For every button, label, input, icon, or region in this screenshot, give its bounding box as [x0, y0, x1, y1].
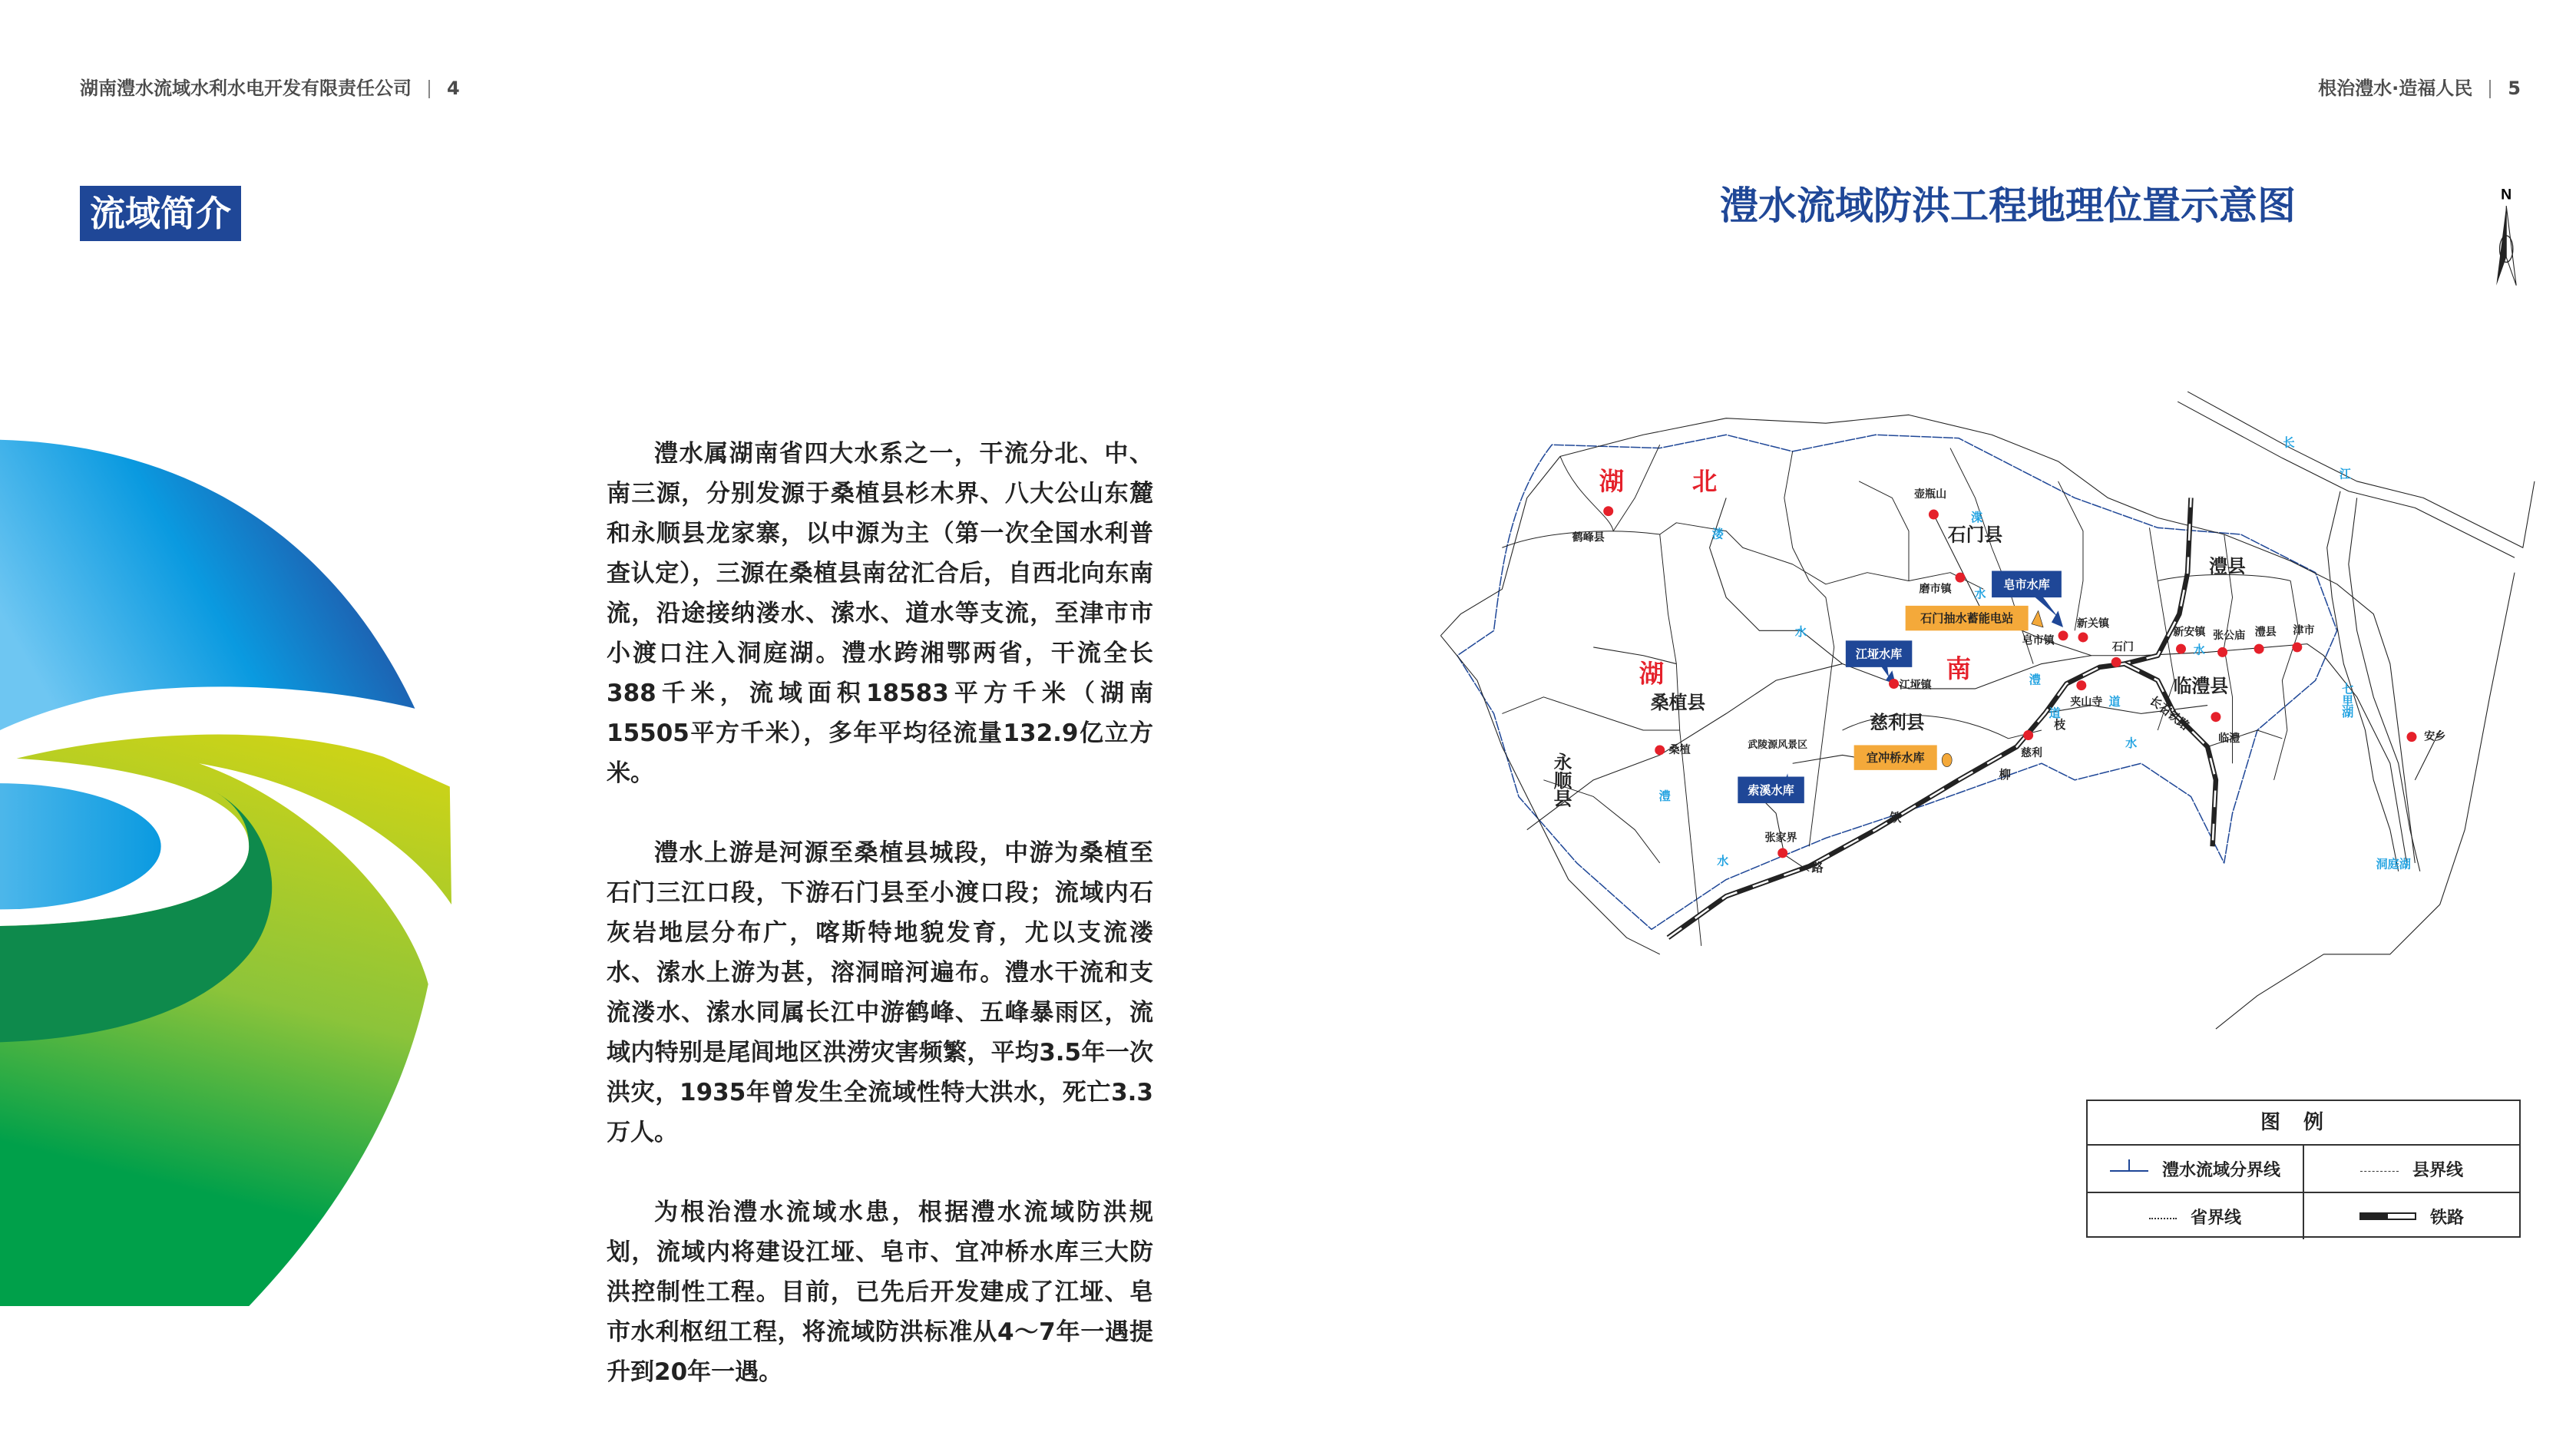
- water-label: 渫: [1971, 510, 1983, 524]
- town-marker-icon: [2076, 680, 2086, 690]
- town-label: 慈利: [2020, 747, 2043, 760]
- town-label: 壶瓶山: [1914, 488, 1947, 501]
- province-label: 北: [1691, 466, 1718, 496]
- water-label: 水: [1974, 587, 1986, 601]
- town-marker-icon: [2407, 732, 2417, 742]
- water-label: 澧: [2029, 673, 2041, 687]
- legend-title: 图例: [2088, 1101, 2519, 1146]
- water-label: 澧: [1658, 789, 1671, 803]
- county-label: 石门县: [1947, 524, 2003, 546]
- water-label: 水: [1794, 624, 1807, 639]
- logo-eye: [0, 783, 161, 909]
- railway-label: 长石铁路: [2147, 693, 2193, 733]
- town-marker-icon: [1603, 506, 1613, 516]
- legend-item-county-line: [2303, 1146, 2519, 1192]
- water-label: 溇: [1711, 527, 1724, 541]
- legend-item-basin-boundary: [2088, 1146, 2303, 1192]
- page-number-right: 5: [2508, 78, 2521, 99]
- slogan: 根治澧水·造福人民: [2318, 78, 2473, 99]
- water-label: 江: [2339, 467, 2352, 481]
- legend-label: 省界线: [2190, 1208, 2241, 1228]
- water-label: 洞庭湖: [2376, 857, 2411, 871]
- water-label: 道: [2049, 706, 2061, 720]
- town-marker-icon: [2023, 730, 2033, 740]
- north-arrow-icon: [2496, 186, 2516, 285]
- town-label: 夹山寺: [2070, 696, 2103, 709]
- legend-item-railway: [2303, 1193, 2519, 1239]
- town-label: 澧县: [2254, 626, 2277, 639]
- railway-icon: [2359, 1212, 2416, 1220]
- town-marker-icon: [1777, 848, 1787, 858]
- province-line-icon: [2149, 1213, 2177, 1219]
- railway-label: 枝: [2054, 718, 2066, 733]
- paragraph: 澧水上游是河源至桑植县城段，中游为桑植至石门三江口段，下游石门县至小渡口段；流域内石灰岩地层分布广，喀斯特地貌发育，尤以支流溇水、溹水上游为甚，溶洞暗河遍布。澧水干流和支流溇水、溹水同属长江中游鹤峰、五峰暴雨区，流域内特别是尾闾地区洪涝灾害频繁，平均3.5年一次洪灾，1935年曾发生全流域性特大洪水，死亡3.3万人。: [607, 839, 1153, 1146]
- town-label: 新安镇: [2173, 626, 2206, 639]
- town-marker-icon: [1929, 510, 1939, 520]
- railway-label: 路: [1811, 860, 1824, 875]
- town-marker-icon: [2217, 647, 2227, 657]
- town-label: 张公庙: [2213, 629, 2246, 642]
- logo-graphic: [0, 440, 451, 1306]
- water-label: 道: [2108, 694, 2121, 709]
- yangtze-river: [2178, 392, 2535, 1029]
- water-label: 水: [2193, 643, 2205, 657]
- map-legend: [2086, 1100, 2521, 1238]
- header-right: [2318, 73, 2521, 100]
- logo-blue-arc: [0, 440, 415, 730]
- legend-item-province-line: [2088, 1193, 2303, 1239]
- reservoir-label: 江垭水库: [1855, 647, 1903, 662]
- town-label: 石门: [2111, 640, 2134, 653]
- town-marker-icon: [1956, 573, 1966, 583]
- town-marker-icon: [2176, 644, 2186, 654]
- county-label: 桑植县: [1650, 691, 1706, 713]
- legend-label: 县界线: [2412, 1160, 2463, 1180]
- town-marker-icon: [2292, 642, 2302, 652]
- town-label: 磨市镇: [1919, 583, 1952, 596]
- map-labels: [1551, 436, 2446, 875]
- legend-label: 铁路: [2429, 1208, 2464, 1228]
- county-label: 澧县: [2209, 555, 2246, 577]
- town-marker-icon: [2111, 657, 2121, 667]
- town-label: 安乡: [2424, 730, 2446, 743]
- province-label: 湖: [1639, 659, 1665, 689]
- section-title: 流域简介: [80, 186, 241, 241]
- page-number-left: 4: [447, 78, 460, 99]
- paragraph: 为根治澧水流域水患，根据澧水流域防洪规划，流域内将建设江垭、皂市、宜冲桥水库三大防洪控制性工程。目前，已先后开发建成了江垭、皂市水利枢纽工程，将流域防洪标准从4～7年一遇提升到20年一遇。: [607, 1199, 1153, 1386]
- county-label: 慈利县: [1870, 711, 1925, 733]
- town-marker-icon: [2254, 644, 2264, 654]
- header-divider: [428, 80, 430, 98]
- province-label: 湖: [1599, 466, 1625, 496]
- county-label: 临澧县: [2173, 675, 2229, 697]
- town-label: 鹤峰县: [1572, 531, 1605, 544]
- water-label: 水: [1717, 854, 1729, 868]
- company-name: 湖南澧水流域水利水电开发有限责任公司: [80, 78, 412, 99]
- reservoir-label: 石门抽水蓄能电站: [1920, 611, 2014, 626]
- basin-line-icon: [2110, 1166, 2148, 1172]
- body-text: [607, 434, 1153, 1432]
- water-label: 七里湖: [2340, 683, 2355, 718]
- water-label: 长: [2283, 435, 2295, 450]
- town-marker-icon: [2058, 630, 2068, 640]
- town-marker-icon: [2078, 632, 2088, 642]
- header-left: [80, 73, 460, 100]
- town-label: 江垭镇: [1899, 679, 1932, 692]
- header-divider: [2489, 80, 2491, 98]
- town-label: 张家界: [1764, 832, 1797, 845]
- north-label: N: [2501, 186, 2512, 203]
- town-marker-icon: [2211, 712, 2221, 722]
- town-marker-icon: [1889, 679, 1899, 689]
- paragraph: 澧水属湖南省四大水系之一，干流分北、中、南三源，分别发源于桑植县杉木界、八大公山东麓和永顺县龙家寨，以中源为主（第一次全国水利普查认定），三源在桑植县南岔汇合后，自西北向东南流，沿途接纳溇水、溹水、道水等支流，至津市市小渡口注入洞庭湖。澧水跨湘鄂两省，干流全长388千米，流域面积18583平方千米（湖南15505平方千米），多年平均径流量132.9亿立方米。: [607, 440, 1153, 787]
- town-label: 临澧: [2218, 732, 2240, 745]
- county-line-icon: [2360, 1166, 2399, 1172]
- scenic-area-label: 武陵源风景区: [1748, 739, 1808, 751]
- railway-label: 铁: [1890, 811, 1902, 825]
- town-label: 皂市镇: [2022, 634, 2055, 647]
- railway-label: 柳: [1999, 767, 2011, 782]
- legend-label: 澧水流域分界线: [2161, 1160, 2280, 1180]
- province-label: 南: [1946, 654, 1972, 684]
- county-label: 永顺县: [1550, 752, 1572, 808]
- town-label: 津市: [2293, 624, 2315, 637]
- water-label: 水: [2125, 736, 2138, 750]
- reservoir-label: 索溪水库: [1748, 783, 1794, 798]
- reservoir-label: 宜冲桥水库: [1866, 751, 1925, 766]
- town-label: 新关镇: [2076, 617, 2110, 630]
- map-title: 澧水流域防洪工程地理位置示意图: [1720, 184, 2296, 228]
- town-label: 桑植: [1668, 743, 1691, 756]
- town-marker-icon: [1655, 745, 1665, 755]
- reservoir-label: 皂市水库: [2003, 577, 2050, 592]
